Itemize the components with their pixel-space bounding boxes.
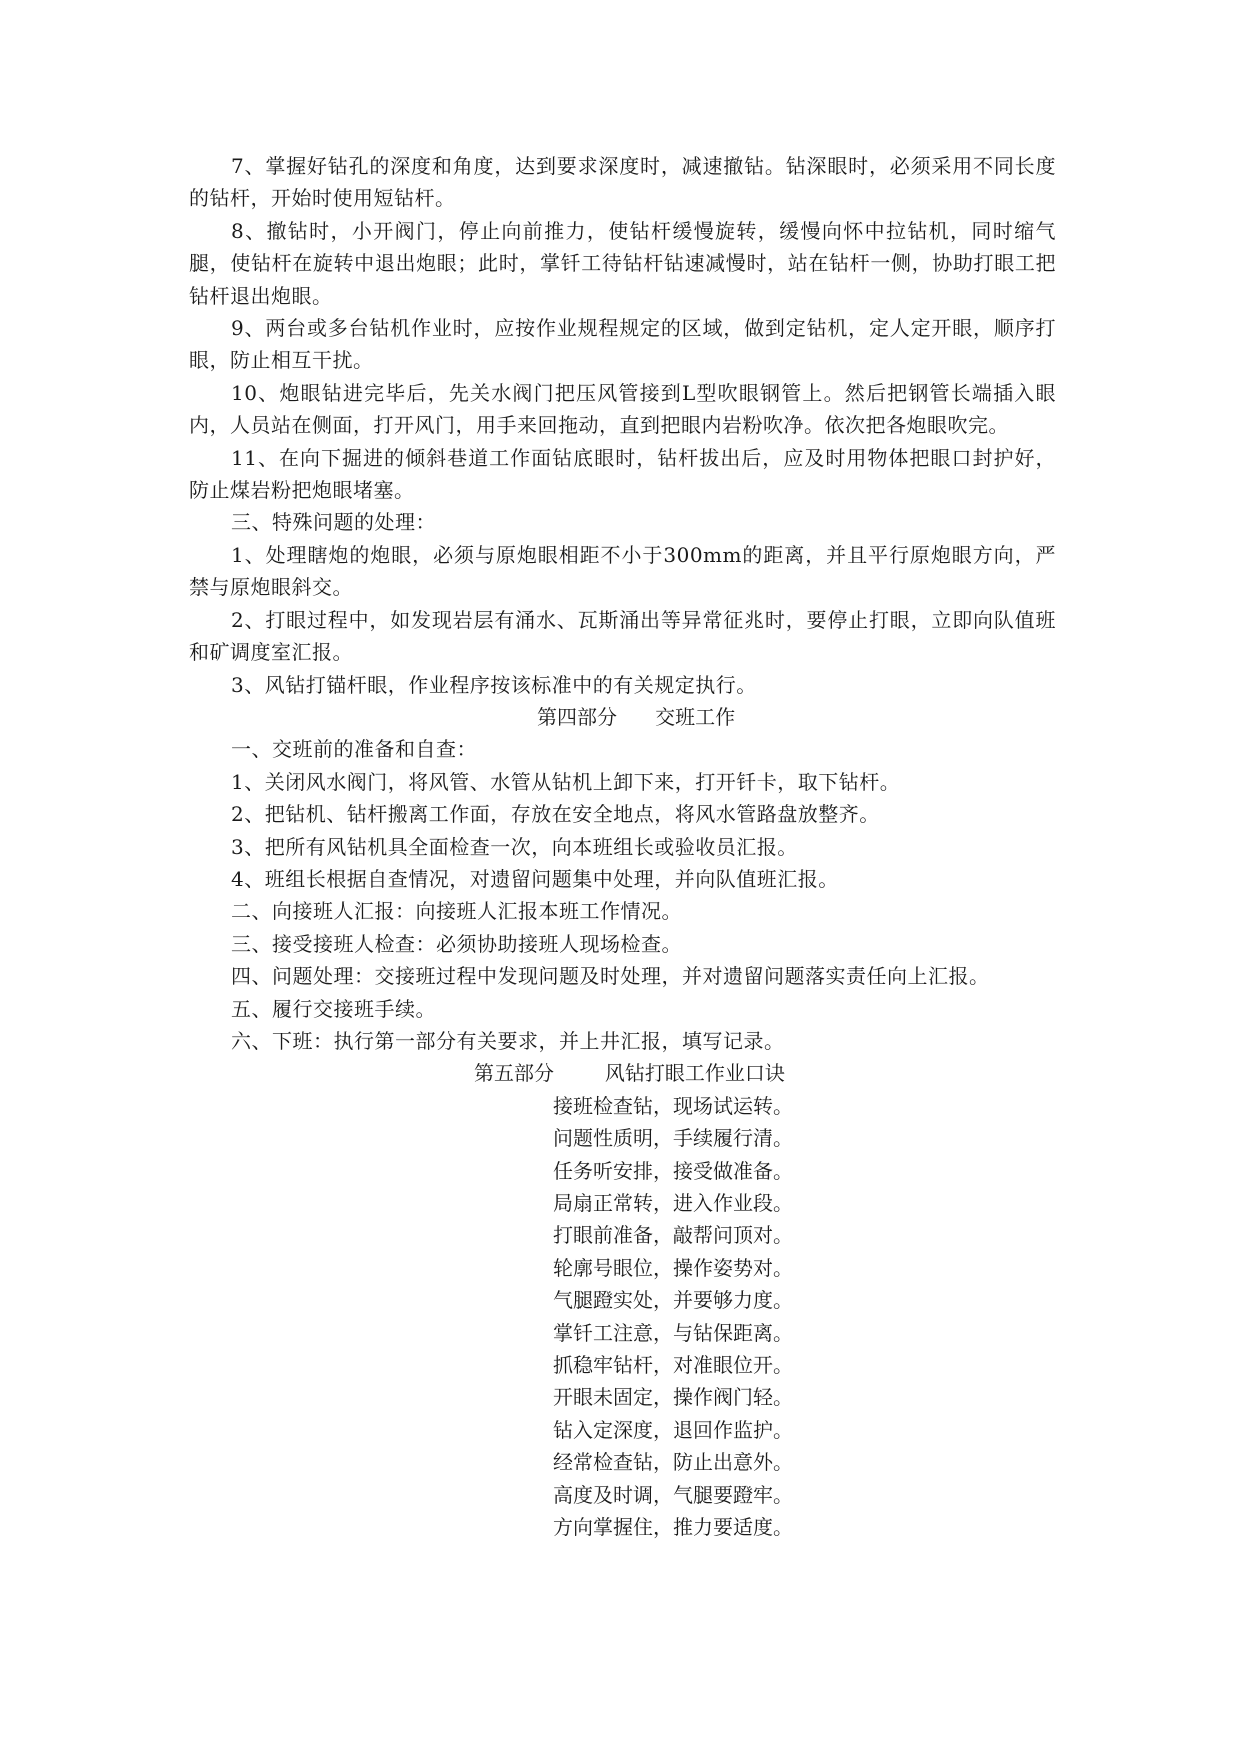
section-3-item-1: 1、处理瞎炮的炮眼，必须与原炮眼相距不小于300mm的距离，并且平行原炮眼方向，严禁与原炮眼斜交。 [189,542,1056,600]
document-page [189,150,1056,1543]
paragraph-7: 7、掌握好钻孔的深度和角度，达到要求深度时，减速撤钻。钻深眼时，必须采用不同长度的钻杆，开始时使用短钻杆。 [189,154,1056,211]
part-4-section-3: 三、接受接班人检查：必须协助接班人现场检查。 [231,931,682,956]
part-5-title: 第五部分 风钻打眼工作业口诀 [474,1061,785,1086]
part-4-section-5: 五、履行交接班手续。 [231,996,436,1021]
paragraph-8: 8、撤钻时，小开阀门，停止向前推力，使钻杆缓慢旋转，缓慢向怀中拉钻机，同时缩气腿，使钻杆在旋转中退出炮眼；此时，掌钎工待钻杆钻速减慢时，站在钻杆一侧，协助打眼工把钻杆退出炮眼。 [189,218,1056,308]
verse-line: 经常检查钻，防止出意外。 [553,1450,793,1475]
part-4-item-3: 3、把所有风钻机具全面检查一次，向本班组长或验收员汇报。 [231,834,798,859]
paragraph-10: 10、炮眼钻进完毕后，先关水阀门把压风管接到L型吹眼钢管上。然后把钢管长端插入眼内，人员站在侧面，打开风门，用手来回拖动，直到把眼内岩粉吹净。依次把各炮眼吹完。 [189,380,1056,438]
part-4-title: 第四部分 交班工作 [537,704,736,729]
verse-line: 钻入定深度，退回作监护。 [553,1417,793,1442]
verse-line: 接班检查钻，现场试运转。 [553,1093,793,1118]
verse-line: 打眼前准备，敲帮问顶对。 [553,1223,793,1248]
section-3-item-3: 3、风钻打锚杆眼，作业程序按该标准中的有关规定执行。 [231,672,757,697]
part-4-section-6: 六、下班：执行第一部分有关要求，并上井汇报，填写记录。 [231,1028,785,1053]
section-3-item-2: 2、打眼过程中，如发现岩层有涌水、瓦斯涌出等异常征兆时，要停止打眼，立即向队值班和矿调度室汇报。 [189,607,1056,665]
verse-line: 方向掌握住，推力要适度。 [553,1515,793,1540]
verse-line: 问题性质明，手续履行清。 [553,1126,793,1151]
part-4-item-1: 1、关闭风水阀门，将风管、水管从钻机上卸下来，打开钎卡，取下钻杆。 [231,769,901,794]
part-4-section-4: 四、问题处理：交接班过程中发现问题及时处理，并对遗留问题落实责任向上汇报。 [231,964,990,989]
paragraph-9: 9、两台或多台钻机作业时，应按作业规程规定的区域，做到定钻机，定人定开眼，顺序打眼，防止相互干扰。 [189,316,1056,373]
section-3-heading: 三、特殊问题的处理： [231,510,436,535]
part-4-item-4: 4、班组长根据自查情况，对遗留问题集中处理，并向队值班汇报。 [231,866,839,891]
verse-line: 局扇正常转，进入作业段。 [553,1191,793,1215]
part-4-item-2: 2、把钻机、钻杆搬离工作面，存放在安全地点，将风水管路盘放整齐。 [231,802,880,827]
part-4-section-2: 二、向接班人汇报：向接班人汇报本班工作情况。 [231,899,682,924]
verse-line: 高度及时调，气腿要蹬牢。 [553,1482,793,1507]
verse-line: 抓稳牢钻杆，对准眼位开。 [553,1353,793,1378]
verse-line: 轮廓号眼位，操作姿势对。 [553,1255,793,1280]
verse-line: 掌钎工注意，与钻保距离。 [553,1320,793,1345]
verse-line: 任务听安排，接受做准备。 [553,1158,793,1183]
verse-line: 开眼未固定，操作阀门轻。 [553,1385,793,1410]
verse-line: 气腿蹬实处，并要够力度。 [553,1288,793,1313]
part-4-section-1: 一、交班前的准备和自查： [231,737,477,762]
paragraph-11: 11、在向下掘进的倾斜巷道工作面钻底眼时，钻杆拔出后，应及时用物体把眼口封护好，防止煤岩粉把炮眼堵塞。 [189,445,1056,503]
